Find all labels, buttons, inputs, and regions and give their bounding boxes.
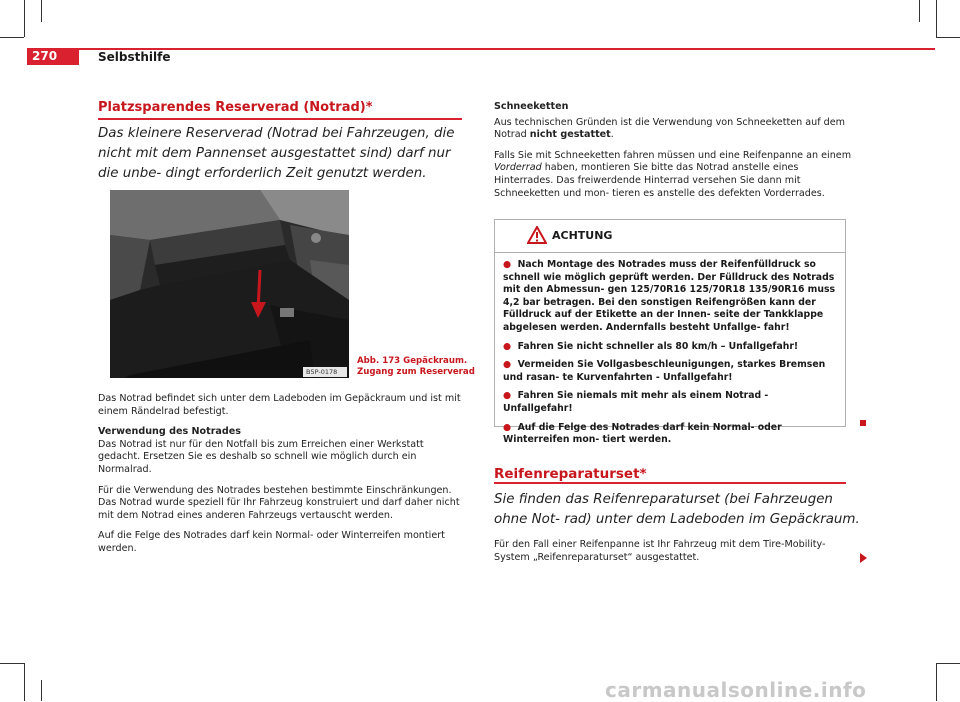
heading-rule bbox=[98, 118, 462, 120]
paragraph bbox=[494, 117, 854, 142]
continue-arrow-icon bbox=[860, 553, 867, 563]
crop-mark bbox=[936, 663, 937, 701]
crop-mark bbox=[41, 680, 42, 701]
text: Falls Sie mit Schneeketten fahren müssen und eine Reifenpanne an einem bbox=[494, 149, 852, 161]
end-of-section-marker bbox=[860, 420, 866, 426]
warning-list bbox=[495, 253, 845, 447]
warning-item: ● Nach Montage des Notrades muss der Reifenfülldruck so schnell wie möglich geprüft werden. Der Fülldruck des Notrads mit den Abmessun- gen 125/70R16 125/70R18 135/90R16 muss 4,2 bar betragen. Bei den sonstigen Reifengrößen kann der Fülldruck auf der Etikette an der Innen- seite der Tankklappe abgelesen werden. Andernfalls besteht Unfallge- fahr! bbox=[503, 259, 836, 333]
heading-rule bbox=[494, 482, 846, 484]
snow-chains-section bbox=[494, 101, 854, 208]
text: haben, montieren Sie bitte das Notrad anstelle eines Hinterrades. Das freiwerdende Hinterrad versehen Sie dann mit Schneeketten und mon- tieren es anstelle des defekten Vorderrades. bbox=[494, 162, 825, 199]
emphasis: nicht gestattet bbox=[529, 129, 611, 141]
crop-mark bbox=[936, 0, 937, 37]
spare-wheel-intro: Das kleinere Reserverad (Notrad bei Fahrzeugen, die nicht mit dem Pannenset ausgestattet sind) darf nur die unbe- dingt erforderlich Zeit genutzt werden. bbox=[98, 126, 455, 181]
section-title: Selbsthilfe bbox=[98, 50, 171, 64]
snow-chains-heading: Schneeketten bbox=[494, 101, 569, 112]
figure-caption-line2: Zugang zum Reserverad bbox=[357, 367, 475, 377]
text: . bbox=[610, 129, 614, 141]
repair-kit-paragraph: Für den Fall einer Reifenpanne ist Ihr Fahrzeug mit dem Tire-Mobility-System „Reifenreparaturset“ ausgestattet. bbox=[494, 539, 826, 563]
repair-kit-intro: Sie finden das Reifenreparaturset (bei Fahrzeugen ohne Not- rad) unter dem Ladeboden im Gepäckraum. bbox=[494, 492, 860, 527]
paragraph: Auf die Felge des Notrades darf kein Normal- oder Winterreifen montiert werden. bbox=[98, 530, 445, 554]
warning-header bbox=[495, 220, 845, 253]
crop-mark bbox=[41, 0, 42, 22]
warning-text: Vermeiden Sie Vollgasbeschleunigungen, starkes Bremsen und rasan- te Kurvenfahrten - Unfallgefahr! bbox=[503, 359, 826, 383]
paragraph: Das Notrad befindet sich unter dem Ladeboden im Gepäckraum und ist mit einem Rändelrad befestigt. bbox=[98, 393, 461, 417]
warning-text: Fahren Sie nicht schneller als 80 km/h – Unfallgefahr! bbox=[517, 340, 799, 352]
crop-mark bbox=[936, 663, 960, 664]
crop-mark bbox=[24, 0, 25, 37]
warning-item: ● Auf die Felge des Notrades darf kein Normal- oder Winterreifen mon- tiert werden. bbox=[503, 421, 782, 446]
warning-item: ● Fahren Sie nicht schneller als 80 km/h – Unfallgefahr! bbox=[503, 340, 799, 352]
warning-text: Auf die Felge des Notrades darf kein Normal- oder Winterreifen mon- tiert werden. bbox=[503, 421, 782, 446]
left-body bbox=[98, 393, 466, 564]
spare-wheel-heading: Platzsparendes Reserverad (Notrad)* bbox=[98, 100, 373, 115]
trunk-photo bbox=[110, 190, 349, 378]
emphasis: Vorderrad bbox=[494, 162, 542, 174]
crop-mark bbox=[919, 0, 920, 22]
warning-item: ● Vermeiden Sie Vollgasbeschleunigungen, starkes Bremsen und rasan- te Kurvenfahrten - Unfallgefahr! bbox=[503, 359, 826, 383]
warning-box bbox=[494, 219, 846, 446]
warning-icon bbox=[527, 226, 547, 244]
crop-mark bbox=[24, 663, 25, 701]
warning-text: Nach Montage des Notrades muss der Reifenfülldruck so schnell wie möglich geprüft werden. Der Fülldruck des Notrads mit den Abmessun- gen 125/70R16 125/70R18 135/90R16 muss 4,2 bar betragen. Bei den sonstigen Reifengrößen kann der Fülldruck auf der Etikette an der Innen- seite der Tankklappe abgelesen werden. Andernfalls besteht Unfallge- fahr! bbox=[503, 259, 836, 333]
crop-mark bbox=[936, 37, 960, 38]
watermark: carmanualsonline.info bbox=[605, 678, 867, 702]
warning-item: ● Fahren Sie niemals mit mehr als einem Notrad - Unfallgefahr! bbox=[503, 390, 769, 414]
figure-caption-line1: Abb. 173 Gepäckraum. bbox=[357, 356, 468, 366]
warning-text: Fahren Sie niemals mit mehr als einem Notrad - Unfallgefahr! bbox=[503, 390, 769, 414]
text: Aus technischen Gründen ist die Verwendung von Schneeketten auf dem Notrad bbox=[494, 116, 845, 141]
usage-heading: Verwendung des Notrades bbox=[98, 426, 241, 438]
paragraph bbox=[494, 150, 854, 200]
paragraph: Das Notrad ist nur für den Notfall bis zum Erreichen einer Werkstatt gedacht. Ersetzen Sie es deshalb so schnell wie möglich durch ein Normalrad. bbox=[98, 438, 424, 475]
page-number: 270 bbox=[27, 48, 79, 65]
repair-kit-heading: Reifenreparaturset* bbox=[494, 466, 647, 482]
crop-mark bbox=[0, 37, 24, 38]
figure-code: B5P-0178 bbox=[306, 368, 338, 376]
paragraph: Für die Verwendung des Notrades bestehen bestimmte Einschränkungen. Das Notrad wurde speziell für Ihr Fahrzeug konstruiert und darf daher nicht mit dem Notrad eines anderen Fahrzeugs vertauscht werden. bbox=[98, 484, 460, 521]
warning-title: ACHTUNG bbox=[552, 229, 613, 242]
crop-mark bbox=[0, 663, 24, 664]
